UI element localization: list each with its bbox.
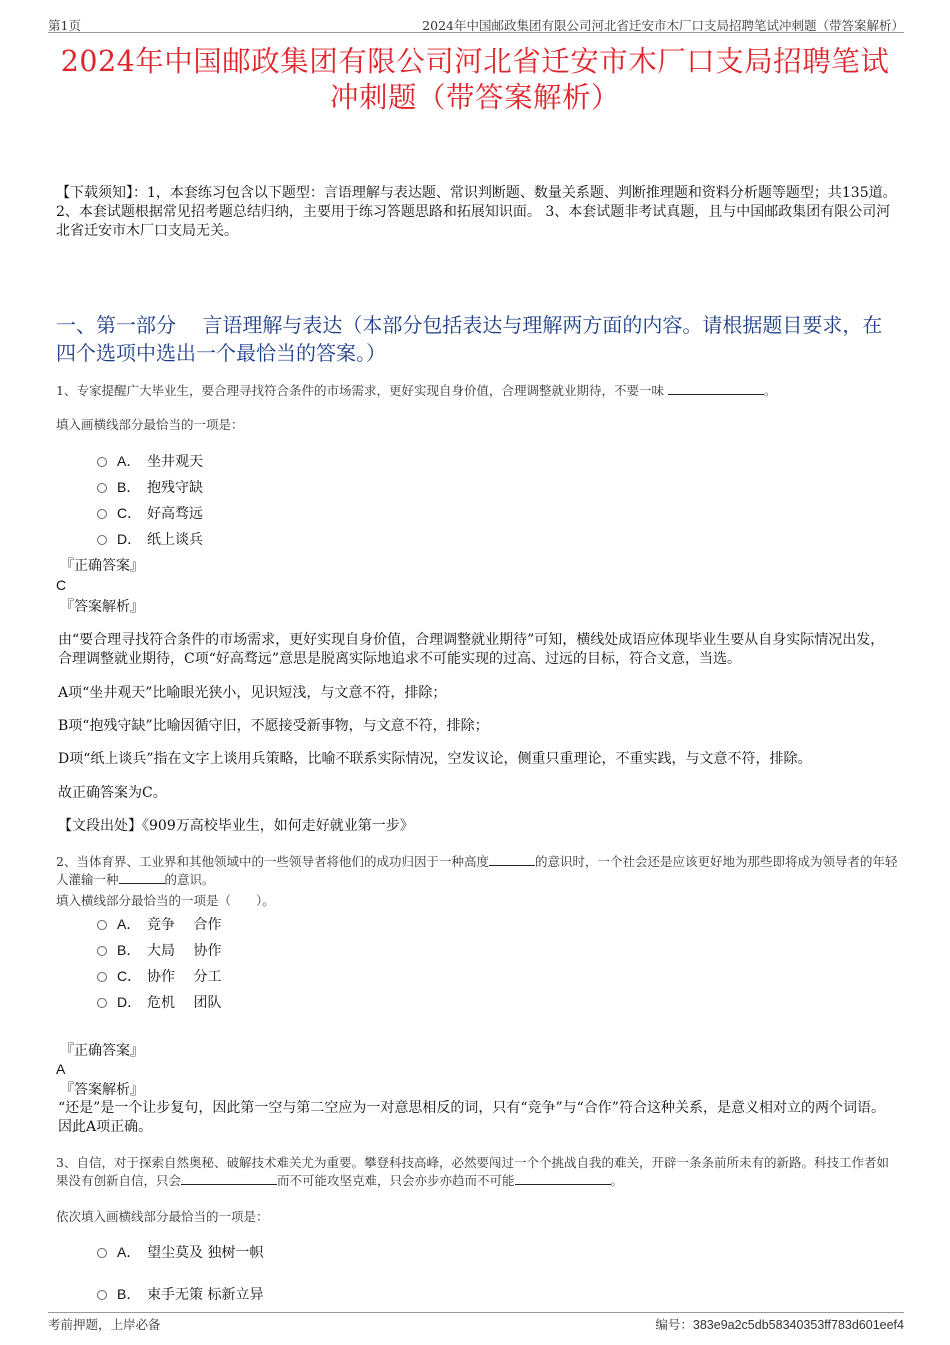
q1-analysis-2: A项“坐井观天”比喻眼光狭小，见识短浅，与文意不符，排除； <box>58 685 447 701</box>
q1-source: 【文段出处】《909万高校毕业生，如何走好就业第一步》 <box>58 818 414 834</box>
document-title: 2024年中国邮政集团有限公司河北省迁安市木厂口支局招聘笔试冲刺题（带答案解析） <box>60 45 890 114</box>
question-2-stem: 2、当体育界、工业界和其他领域中的一些领导者将他们的成功归因于一种高度 的意识时，一个社会还是应该更好地为那些即将成为领导者的年轻人灌输一种 的意识。 <box>56 854 898 887</box>
page-footer <box>48 1312 904 1331</box>
radio-icon[interactable] <box>97 509 107 519</box>
q2-analysis-label: 『答案解析』 <box>60 1082 144 1098</box>
question-1-stem: 1、专家提醒广大毕业生，要合理寻找符合条件的市场需求，更好实现自身价值，合理调整就业期待，不要一味 。 <box>56 383 777 398</box>
footer-slogan: 考前押题，上岸必备 <box>48 1317 161 1332</box>
q3-option-a[interactable]: A． 望尘莫及 独树一帜 <box>97 1242 263 1262</box>
q1-analysis-label: 『答案解析』 <box>60 599 144 615</box>
blank-line <box>119 873 165 884</box>
radio-icon[interactable] <box>97 920 107 930</box>
question-1-instruction: 填入画横线部分最恰当的一项是： <box>56 417 244 432</box>
radio-icon[interactable] <box>97 535 107 545</box>
q2-option-b[interactable]: B． 大局 协作 <box>97 940 221 960</box>
blank-line <box>489 855 535 866</box>
q1-option-d[interactable]: D． 纸上谈兵 <box>97 529 203 549</box>
download-notice: 【下载须知】：1，本套练习包含以下题型：言语理解与表达题、常识判断题、数量关系题、判断推理题和资料分析题等题型；共135道。 2、本套试题根据常见招考题总结归纳，主要用于练习答题思路和拓展知识面。 3、本套试题非考试真题，且与中国邮政集团有限公司河北省迁安市木厂口支局无关。 <box>56 185 897 239</box>
question-3-stem: 3、自信，对于探索自然奥秘、破解技术难关尤为重要。攀登科技高峰，必然要闯过一个个挑战自我的难关，开辟一条条前所未有的新路。科技工作者如果没有创新自信，只会 而不可能攻坚克难，只会亦步亦趋而不可能 。 <box>56 1155 889 1188</box>
blank-line <box>668 384 764 395</box>
q2-analysis: “还是”是一个让步复句，因此第一空与第二空应为一对意思相反的词，只有“竞争”与“合作”符合这种关系，是意义相对立的两个词语。因此A项正确。 <box>58 1100 885 1135</box>
q1-option-b[interactable]: B． 抱残守缺 <box>97 477 203 497</box>
q1-analysis-5: 故正确答案为C。 <box>58 785 167 801</box>
question-3-instruction: 依次填入画横线部分最恰当的一项是： <box>56 1209 269 1224</box>
q3-option-b[interactable]: B． 束手无策 标新立异 <box>97 1284 263 1304</box>
footer-code: 编号：383e9a2c5db58340353ff783d601eef4 <box>655 1317 904 1332</box>
q2-option-a[interactable]: A． 竞争 合作 <box>97 914 221 934</box>
section-title: 一、第一部分 言语理解与表达（本部分包括表达与理解两方面的内容。请根据题目要求，在四个选项中选出一个最恰当的答案。） <box>56 313 883 365</box>
radio-icon[interactable] <box>97 483 107 493</box>
q2-option-c[interactable]: C． 协作 分工 <box>97 966 221 986</box>
radio-icon[interactable] <box>97 457 107 467</box>
question-2-instruction: 填入横线部分最恰当的一项是（ ）。 <box>56 893 275 908</box>
page-header <box>48 14 904 33</box>
q1-option-c[interactable]: C． 好高骛远 <box>97 503 203 523</box>
q1-analysis-4: D项“纸上谈兵”指在文字上谈用兵策略，比喻不联系实际情况，空发议论，侧重只重理论，不重实践，与文意不符，排除。 <box>58 751 812 767</box>
q2-option-d[interactable]: D． 危机 团队 <box>97 992 221 1012</box>
q1-analysis-3: B项“抱残守缺”比喻因循守旧，不愿接受新事物，与文意不符，排除； <box>58 718 489 734</box>
q1-answer: C <box>56 577 67 593</box>
q1-analysis-1: 由“要合理寻找符合条件的市场需求，更好实现自身价值，合理调整就业期待”可知，横线处成语应体现毕业生要从自身实际情况出发，合理调整就业期待，C项“好高骛远”意思是脱离实际地追求不可能实现的过高、过远的目标，符合文意，当选。 <box>58 632 885 667</box>
radio-icon[interactable] <box>97 946 107 956</box>
blank-line <box>515 1174 611 1185</box>
page-number: 第1页 <box>48 18 81 33</box>
q2-answer: A <box>56 1061 66 1077</box>
radio-icon[interactable] <box>97 972 107 982</box>
q1-answer-label: 『正确答案』 <box>60 558 144 574</box>
q1-option-a[interactable]: A． 坐井观天 <box>97 451 203 471</box>
q2-answer-label: 『正确答案』 <box>60 1043 144 1059</box>
radio-icon[interactable] <box>97 1248 107 1258</box>
radio-icon[interactable] <box>97 998 107 1008</box>
radio-icon[interactable] <box>97 1290 107 1300</box>
blank-line <box>181 1174 277 1185</box>
header-doc-title: 2024年中国邮政集团有限公司河北省迁安市木厂口支局招聘笔试冲刺题（带答案解析） <box>422 18 904 33</box>
